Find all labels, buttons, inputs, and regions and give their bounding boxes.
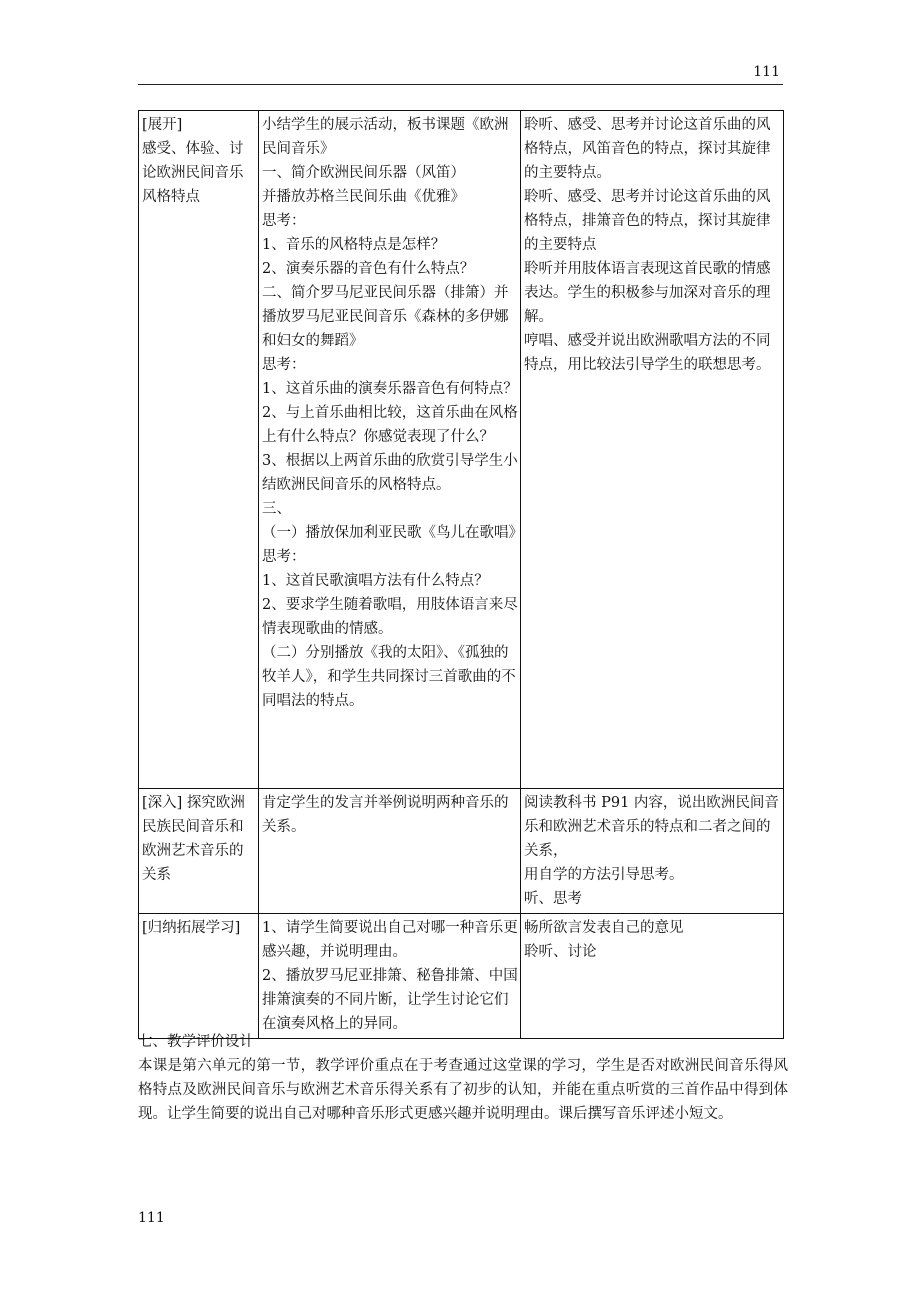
stage-description: 感受、体验、讨论欧洲民间音乐风格特点 (142, 141, 244, 205)
student-line: 聆听、感受、思考并讨论这首乐曲的风格特点，排箫音色的特点，探讨其旋律的主要特点 (524, 189, 771, 253)
student-line: 用自学的方法引导思考。 (524, 867, 684, 883)
teacher-line: 思考： (262, 357, 306, 373)
teacher-line: 肯定学生的发言并举例说明两种音乐的关系。 (262, 795, 509, 835)
teacher-line: 2、播放罗马尼亚排箫、秘鲁排箫、中国排箫演奏的不同片断，让学生讨论它们在演奏风格上的异同。 (262, 968, 518, 1032)
teacher-line: 1、音乐的风格特点是怎样？ (262, 237, 446, 253)
student-line: 畅所欲言发表自己的意见 (524, 920, 684, 936)
stage-label: [归纳拓展学习] (142, 920, 241, 936)
teacher-line: （一）播放保加利亚民歌《鸟儿在歌唱》 (262, 525, 523, 541)
student-line: 聆听并用肢体语言表现这首民歌的情感表达。学生的积极参与加深对音乐的理解。 (524, 261, 771, 325)
student-activity-cell (521, 914, 784, 1039)
teacher-line: 思考： (262, 549, 306, 565)
teacher-line: 三、 (262, 501, 291, 517)
table-row (139, 789, 784, 914)
teacher-line: 2、演奏乐器的音色有什么特点？ (262, 261, 475, 277)
stage-cell (139, 914, 259, 1039)
student-line: 听、思考 (524, 891, 582, 907)
teacher-line: 1、这首民歌演唱方法有什么特点？ (262, 573, 489, 589)
teacher-line: 2、要求学生随着歌唱，用肢体语言来尽情表现歌曲的情感。 (262, 597, 518, 637)
lesson-table (138, 110, 784, 1039)
teacher-activity-cell (259, 914, 521, 1039)
page-number-bottom: 111 (138, 1210, 165, 1226)
student-line: 阅读教科书 P91 内容，说出欧洲民间音乐和欧洲艺术音乐的特点和二者之间的关系， (524, 795, 779, 859)
header-rule (138, 84, 783, 85)
student-line: 哼唱、感受并说出欧洲歌唱方法的不同特点，用比较法引导学生的联想思考。 (524, 333, 771, 373)
stage-cell (139, 111, 259, 789)
student-activity-cell (521, 789, 784, 914)
teacher-line: 一、简介欧洲民间乐器（风笛） (262, 165, 465, 181)
teacher-activity-cell (259, 111, 521, 789)
page-number-top: 111 (753, 64, 780, 80)
teacher-line: 并播放苏格兰民间乐曲《优雅》 (262, 189, 465, 205)
evaluation-paragraph: 本课是第六单元的第一节，教学评价重点在于考查通过这堂课的学习，学生是否对欧洲民间音乐得风格特点及欧洲民间音乐与欧洲艺术音乐得关系有了初步的认知，并能在重点听赏的三首作品中得到体现。让学生简要的说出自己对哪种音乐形式更感兴趣并说明理由。课后撰写音乐评述小短文。 (138, 1058, 788, 1122)
table-row (139, 914, 784, 1039)
teacher-line: 2、与上首乐曲相比较，这首乐曲在风格上有什么特点？你感觉表现了什么？ (262, 405, 518, 445)
student-line: 聆听、讨论 (524, 944, 597, 960)
teacher-line: 1、这首乐曲的演奏乐器音色有何特点？ (262, 381, 518, 397)
student-line: 聆听、感受、思考并讨论这首乐曲的风格特点，风笛音色的特点，探讨其旋律的主要特点。 (524, 117, 771, 181)
teacher-line: 1、请学生简要说出自己对哪一种音乐更感兴趣，并说明理由。 (262, 920, 518, 960)
table-row (139, 111, 784, 789)
stage-label: [展开] (142, 117, 183, 133)
stage-cell (139, 789, 259, 914)
teacher-line: （二）分别播放《我的太阳》、《孤独的牧羊人》，和学生共同探讨三首歌曲的不同唱法的特点。 (262, 645, 516, 709)
section-title: 七、教学评价设计 (138, 1034, 254, 1050)
teacher-activity-cell (259, 789, 521, 914)
teacher-line: 小结学生的展示活动，板书课题《欧洲民间音乐》 (262, 117, 509, 157)
teacher-line: 思考： (262, 213, 306, 229)
teacher-line: 3、根据以上两首乐曲的欣赏引导学生小结欧洲民间音乐的风格特点。 (262, 453, 518, 493)
teacher-line: 二、简介罗马尼亚民间乐器（排箫）并播放罗马尼亚民间音乐《森林的多伊娜和妇女的舞蹈》 (262, 285, 509, 349)
stage-label: [深入] 探究欧洲民族民间音乐和欧洲艺术音乐的关系 (142, 795, 245, 883)
student-activity-cell (521, 111, 784, 789)
